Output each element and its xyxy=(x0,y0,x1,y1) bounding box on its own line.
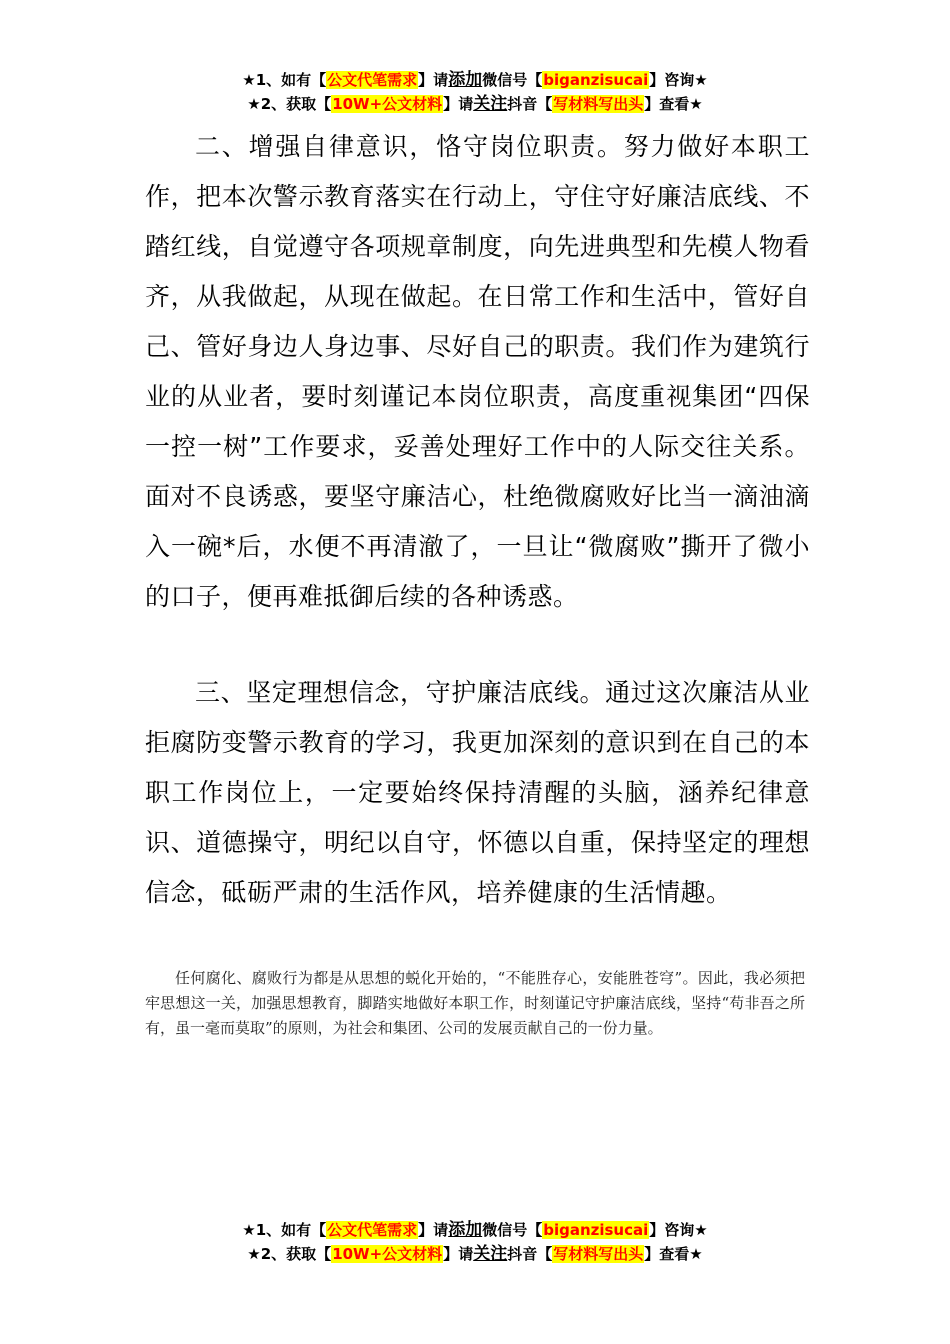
banner-highlight-wechat: biganzisucai xyxy=(543,1221,649,1239)
banner-text: 】请 xyxy=(443,1245,474,1263)
header-banner xyxy=(0,68,950,116)
closing-paragraph: 任何腐化、腐败行为都是从思想的蜕化开始的，“不能胜存心，安能胜苍穹”。因此，我必须把牢思想这一关，加强思想教育，脚踏实地做好本职工作，时刻谨记守护廉洁底线，坚持“苟非吾之所有，虽一毫而莫取”的原则，为社会和集团、公司的发展贡献自己的一份力量。 xyxy=(145,969,805,1037)
banner-emphasis: 关注 xyxy=(473,94,508,114)
banner-text: 抖音【 xyxy=(507,1245,553,1263)
section-3-paragraph: 三、坚定理想信念，守护廉洁底线。通过这次廉洁从业拒腐防变警示教育的学习，我更加深刻的意识到在自己的本职工作岗位上，一定要始终保持清醒的头脑，涵养纪律意识、道德操守，明纪以自守，怀德以自重，保持坚定的理想信念，砥砺严肃的生活作风，培养健康的生活情趣。 xyxy=(145,678,810,907)
banner-line-2 xyxy=(0,92,950,116)
banner-highlight-service: 公文代笔需求 xyxy=(327,1221,418,1239)
banner-highlight-wechat: biganzisucai xyxy=(543,71,649,89)
banner-highlight-douyin: 写材料写出头 xyxy=(553,95,644,113)
banner-text: ★2、获取【 xyxy=(247,95,332,113)
banner-highlight-service: 公文代笔需求 xyxy=(327,71,418,89)
footer-banner xyxy=(0,1218,950,1266)
banner-highlight-materials: 10W+公文材料 xyxy=(332,95,443,113)
banner-text: 微信号【 xyxy=(482,71,543,89)
banner-text: 微信号【 xyxy=(482,1221,543,1239)
banner-text: 】查看★ xyxy=(644,1245,703,1263)
banner-highlight-materials: 10W+公文材料 xyxy=(332,1245,443,1263)
banner-highlight-douyin: 写材料写出头 xyxy=(553,1245,644,1263)
section-2 xyxy=(145,122,810,622)
banner-text: 】请 xyxy=(443,95,474,113)
banner-text: ★2、获取【 xyxy=(247,1245,332,1263)
section-2-paragraph: 二、增强自律意识，恪守岗位职责。努力做好本职工作，把本次警示教育落实在行动上，守住守好廉洁底线、不踏红线，自觉遵守各项规章制度，向先进典型和先模人物看齐，从我做起，从现在做起。在日常工作和生活中，管好自己、管好身边人身边事、尽好自己的职责。我们作为建筑行业的从业者，要时刻谨记本岗位职责，高度重视集团“四保一控一树”工作要求，妥善处理好工作中的人际交往关系。面对不良诱惑，要坚守廉洁心，杜绝微腐败好比当一滴油滴入一碗*后，水便不再清澈了，一旦让“微腐败”撕开了微小的口子，便再难抵御后续的各种诱惑。 xyxy=(145,132,810,611)
banner-text: 】查看★ xyxy=(644,95,703,113)
banner-text: 】咨询★ xyxy=(649,1221,708,1239)
banner-emphasis: 添加 xyxy=(448,70,483,90)
banner-text: 】请 xyxy=(418,1221,449,1239)
banner-text: ★1、如有【 xyxy=(242,71,327,89)
section-3 xyxy=(145,668,810,918)
banner-emphasis: 关注 xyxy=(473,1244,508,1264)
banner-text: 抖音【 xyxy=(507,95,553,113)
banner-line-1 xyxy=(0,1218,950,1242)
banner-emphasis: 添加 xyxy=(448,1220,483,1240)
banner-text: 】请 xyxy=(418,71,449,89)
banner-text: 】咨询★ xyxy=(649,71,708,89)
banner-line-1 xyxy=(0,68,950,92)
banner-line-2 xyxy=(0,1242,950,1266)
closing-section xyxy=(145,966,805,1041)
banner-text: ★1、如有【 xyxy=(242,1221,327,1239)
